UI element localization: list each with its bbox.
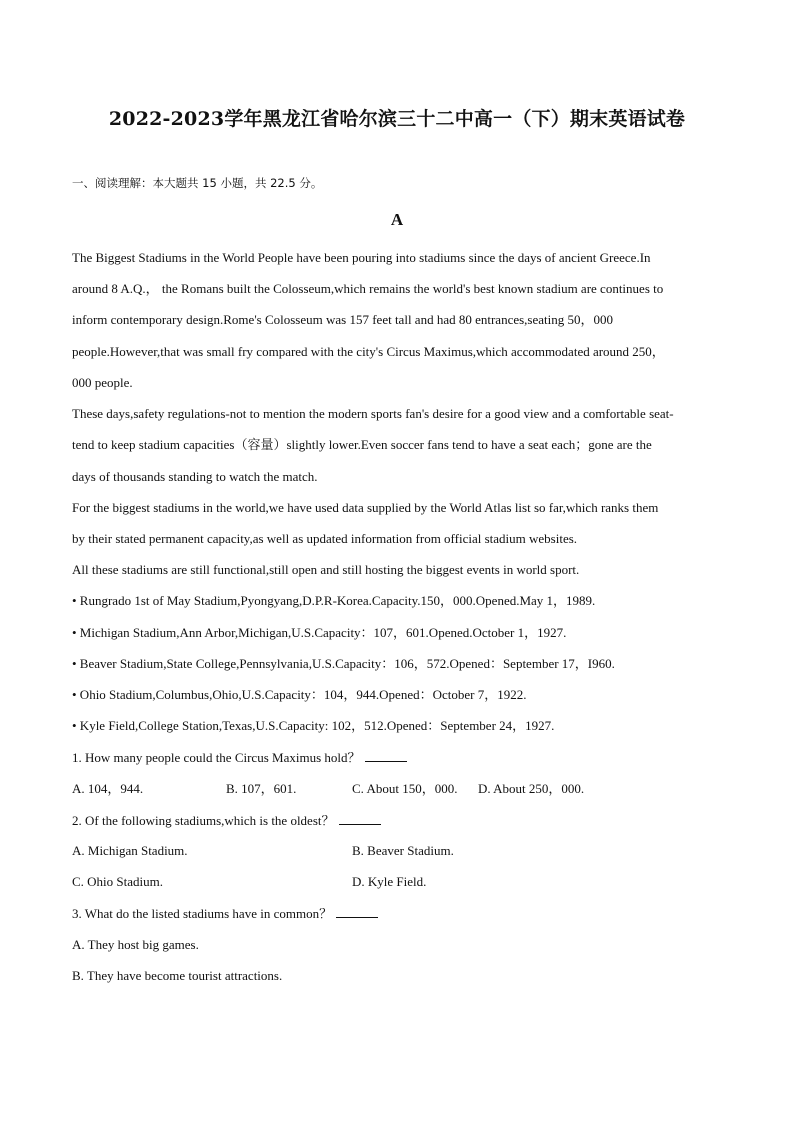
question-stem [72,812,381,829]
answer-option[interactable]: C. About 150，000. [352,781,458,796]
passage-line: All these stadiums are still functional,still open and still hosting the biggest events in world sport. [72,562,580,577]
question-stem [72,749,407,766]
question-text: 3. What do the listed stadiums have in common？ [72,906,333,921]
passage-line: The Biggest Stadiums in the World People have been pouring into stadiums since the days of ancient Greece.In [72,250,651,265]
passage-line: For the biggest stadiums in the world,we have used data supplied by the World Atlas list so far,which ranks them [72,500,659,515]
answer-blank[interactable] [365,749,407,762]
section-heading: 一、阅读理解：本大题共 15 小题，共 22.5 分。 [72,176,323,190]
question-stem [72,905,378,922]
passage-line: tend to keep stadium capacities（容量）slightly lower.Even soccer fans tend to have a seat each；gone are the [72,437,652,452]
answer-option[interactable]: D. About 250，000. [478,781,585,796]
stadium-list-item: • Kyle Field,College Station,Texas,U.S.Capacity: 102，512.Opened：September 24，1927. [72,718,555,733]
answer-option[interactable]: C. Ohio Stadium. [72,874,164,889]
passage-line: inform contemporary design.Rome's Colosseum was 157 feet tall and had 80 entrances,seating 50，000 [72,312,613,327]
passage-line: by their stated permanent capacity,as well as updated information from official stadium websites. [72,531,578,546]
answer-option[interactable]: B. Beaver Stadium. [352,843,454,858]
answer-option[interactable]: A. Michigan Stadium. [72,843,188,858]
answer-blank[interactable] [339,812,381,825]
stadium-list-item: • Rungrado 1st of May Stadium,Pyongyang,D.P.R-Korea.Capacity.150，000.Opened.May 1，1989. [72,593,596,608]
passage-line: These days,safety regulations-not to mention the modern sports fan's desire for a good view and a comfortable seat- [72,406,674,421]
answer-option[interactable]: D. Kyle Field. [352,874,427,889]
passage-label: A [390,210,404,229]
stadium-list-item: • Ohio Stadium,Columbus,Ohio,U.S.Capacity：104，944.Opened：October 7，1922. [72,687,527,702]
passage-line: around 8 A.Q.， the Romans built the Colosseum,which remains the world's best known stadium are continues to [72,281,664,296]
question-text: 2. Of the following stadiums,which is the oldest？ [72,813,335,828]
exam-title: 2022-2023学年黑龙江省哈尔滨三十二中高一（下）期末英语试卷 [108,108,686,130]
question-text: 1. How many people could the Circus Maximus hold？ [72,750,361,765]
answer-option[interactable]: A. 104，944. [72,781,144,796]
answer-blank[interactable] [336,905,378,918]
passage-line: people.However,that was small fry compared with the city's Circus Maximus,which accommodated around 250， [72,344,665,359]
answer-option[interactable]: B. 107，601. [226,781,297,796]
passage-line: 000 people. [72,375,133,390]
answer-option[interactable]: B. They have become tourist attractions. [72,968,283,983]
stadium-list-item: • Michigan Stadium,Ann Arbor,Michigan,U.S.Capacity：107，601.Opened.October 1，1927. [72,625,567,640]
passage-line: days of thousands standing to watch the match. [72,469,318,484]
answer-option[interactable]: A. They host big games. [72,937,199,952]
stadium-list-item: • Beaver Stadium,State College,Pennsylvania,U.S.Capacity：106，572.Opened：September 17，I960. [72,656,615,671]
